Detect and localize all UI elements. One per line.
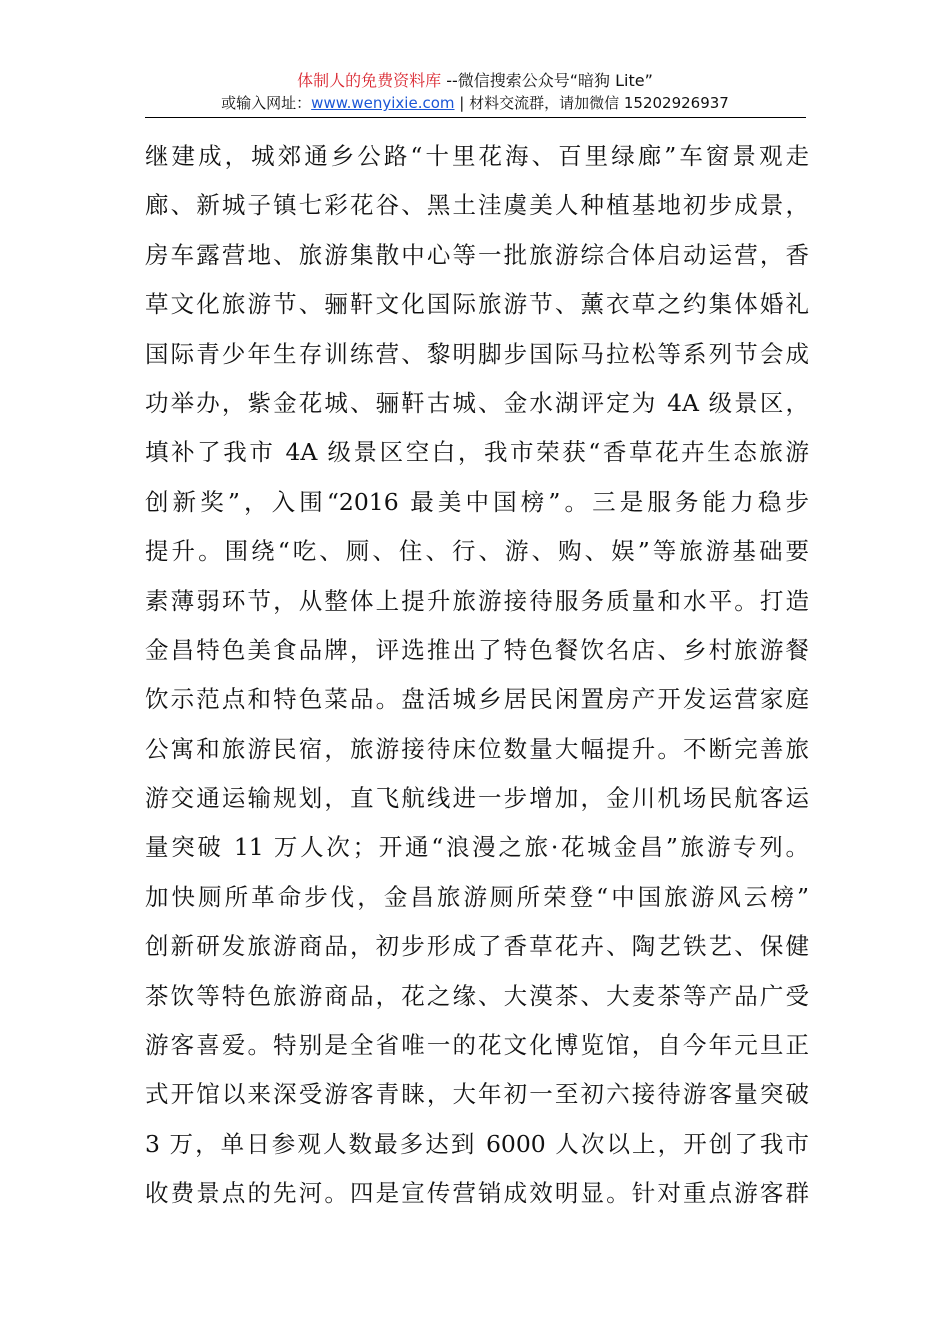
body-line: 式开馆以来深受游客青睐，大年初一至初六接待游客量突破 xyxy=(145,1080,809,1109)
body-line: 3 万，单日参观人数最多达到 6000 人次以上，开创了我市 xyxy=(145,1129,809,1158)
body-line: 游交通运输规划，直飞航线进一步增加，金川机场民航客运 xyxy=(145,784,809,813)
body-line: 收费景点的先河。四是宣传营销成效明显。针对重点游客群 xyxy=(145,1179,809,1208)
body-line: 金昌特色美食品牌，评选推出了特色餐饮名店、乡村旅游餐 xyxy=(145,635,809,664)
body-line: 量突破 11 万人次；开通“浪漫之旅·花城金昌”旅游专列。 xyxy=(145,833,809,862)
body-line: 茶饮等特色旅游商品，花之缘、大漠茶、大麦茶等产品广受 xyxy=(145,981,809,1010)
page-header xyxy=(0,70,950,114)
body-line: 廊、新城子镇七彩花谷、黑土洼虞美人种植基地初步成景， xyxy=(145,191,809,220)
website-link[interactable]: www.wenyixie.com xyxy=(311,94,455,112)
body-line: 加快厕所革命步伐，金昌旅游厕所荣登“中国旅游风云榜” xyxy=(145,882,809,911)
body-line: 填补了我市 4A 级景区空白，我市荣获“香草花卉生态旅游 xyxy=(145,438,809,467)
contact-text: 材料交流群，请加微信 15202926937 xyxy=(469,94,729,112)
body-line: 草文化旅游节、骊靬文化国际旅游节、薰衣草之约集体婚礼 xyxy=(145,290,809,319)
header-tagline: --微信搜索公众号“暗狗 Lite” xyxy=(441,71,653,90)
body-line: 继建成，城郊通乡公路“十里花海、百里绿廊”车窗景观走 xyxy=(145,142,809,170)
body-text xyxy=(145,132,809,1219)
header-title-line xyxy=(0,70,950,92)
brand-title: 体制人的免费资料库 xyxy=(297,71,442,90)
url-prefix: 或输入网址： xyxy=(221,94,312,112)
body-line: 创新奖”，入围“2016 最美中国榜”。三是服务能力稳步 xyxy=(145,487,809,516)
body-line: 提升。围绕“吃、厕、住、行、游、购、娱”等旅游基础要 xyxy=(145,537,809,566)
body-line: 创新研发旅游商品，初步形成了香草花卉、陶艺铁艺、保健 xyxy=(145,932,809,961)
header-contact-line xyxy=(0,92,950,114)
header-divider xyxy=(145,117,806,118)
body-line: 公寓和旅游民宿，旅游接待床位数量大幅提升。不断完善旅 xyxy=(145,734,809,763)
header-separator: | xyxy=(454,94,470,112)
body-line: 国际青少年生存训练营、黎明脚步国际马拉松等系列节会成 xyxy=(145,339,809,368)
body-line: 饮示范点和特色菜品。盘活城乡居民闲置房产开发运营家庭 xyxy=(145,685,809,714)
body-line: 素薄弱环节，从整体上提升旅游接待服务质量和水平。打造 xyxy=(145,586,809,615)
body-line: 功举办，紫金花城、骊靬古城、金水湖评定为 4A 级景区， xyxy=(145,388,809,417)
body-line: 游客喜爱。特别是全省唯一的花文化博览馆，自今年元旦正 xyxy=(145,1031,809,1060)
body-line: 房车露营地、旅游集散中心等一批旅游综合体启动运营，香 xyxy=(145,240,809,269)
